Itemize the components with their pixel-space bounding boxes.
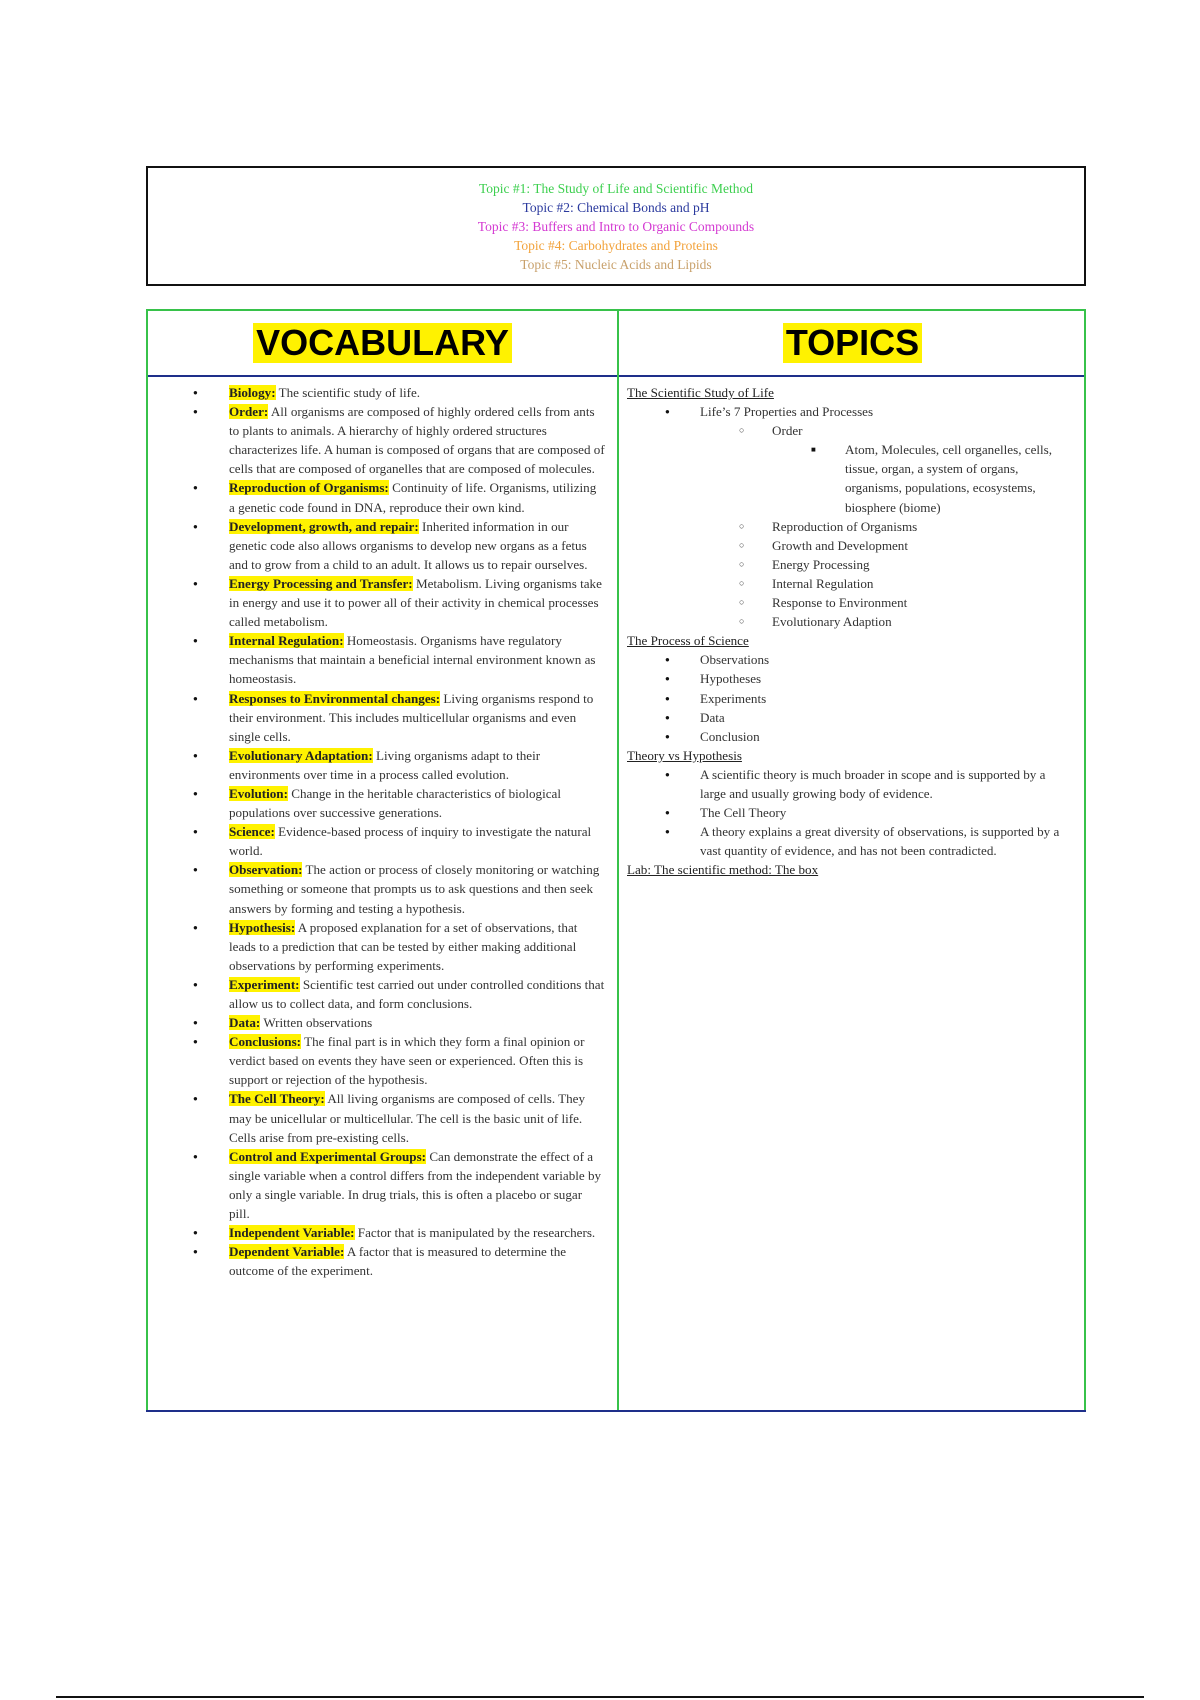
list-item: ● Conclusion: [627, 727, 1082, 746]
list-item: ○ Internal Regulation: [627, 574, 1082, 593]
list-item: ○ Energy Processing: [627, 555, 1082, 574]
list-item: ■ Atom, Molecules, cell organelles, cells, tissue, organ, a system of organs, organisms, populations, ecosystems, biosphere (biome): [627, 440, 1082, 516]
vocab-item: [148, 517, 617, 574]
vocab-term: Science:: [229, 824, 275, 840]
vocab-definition: Change in the heritable characteristics of biological populations over successive generations.: [229, 785, 561, 821]
toc-topic-3: Topic #3: Buffers and Intro to Organic Compounds: [477, 218, 755, 234]
list-item: ○ Evolutionary Adaption: [627, 612, 1082, 631]
list-item: ○ Order: [627, 421, 1082, 440]
section-title-process-of-science: The Process of Science: [627, 633, 749, 649]
vocab-item: [148, 1242, 617, 1280]
vocab-definition: The scientific study of life.: [275, 385, 421, 400]
section-title-study-of-life: The Scientific Study of Life: [627, 385, 774, 400]
list-item: ● Experiments: [627, 689, 1082, 708]
vocab-definition: Living organisms adapt to their environments over time in a process called evolution.: [229, 747, 541, 782]
vocab-term: Independent Variable:: [229, 1225, 355, 1241]
vocab-item: [148, 689, 617, 746]
vocabulary-list: [148, 383, 617, 1280]
vocab-item: [148, 1089, 617, 1146]
list-item: ● Data: [627, 708, 1082, 727]
vocab-item: [148, 918, 617, 975]
vocab-item: [148, 1013, 617, 1032]
toc-topic-2: Topic #2: Chemical Bonds and pH: [522, 199, 710, 215]
vocab-term: Conclusions:: [229, 1034, 302, 1050]
list-item: ● The Cell Theory: [627, 803, 1082, 822]
vocab-term: Control and Experimental Groups:: [229, 1148, 427, 1164]
vocab-term: Reproduction of Organisms:: [229, 480, 389, 496]
list-item: ● Hypotheses: [627, 669, 1082, 688]
section-title-lab: Lab: The scientific method: The box: [627, 862, 819, 878]
list-item: ○ Reproduction of Organisms: [627, 517, 1082, 536]
vocab-term: Experiment:: [229, 976, 300, 992]
vocab-term: Energy Processing and Transfer:: [229, 575, 413, 591]
vocab-term: Responses to Environmental changes:: [229, 690, 441, 706]
vocab-term: Dependent Variable:: [229, 1244, 345, 1260]
list-item: ● A scientific theory is much broader in scope and is supported by a large and usually growing body of evidence.: [627, 765, 1082, 803]
vocab-definition: All living organisms are composed of cells. They may be unicellular or multicellular. The cell is the basic unit of life. Cells arise from pre-existing cells.: [229, 1091, 586, 1145]
notes-table: [146, 309, 1086, 1412]
vocabulary-heading: VOCABULARY: [148, 321, 617, 365]
vocab-definition: Inherited information in our genetic code also allows organisms to develop new organs as a fetus and to grow from a child to an adult. It allows us to repair ourselves.: [229, 518, 588, 572]
vocab-term: Biology:: [229, 385, 276, 400]
vocab-definition: Evidence-based process of inquiry to investigate the natural world.: [229, 824, 592, 859]
vocab-item: [148, 860, 617, 917]
vocab-item: [148, 631, 617, 688]
vocab-definition: The action or process of closely monitoring or watching something or someone that prompts us to ask questions and then seek answers by forming and testing a hypothesis.: [229, 862, 600, 916]
toc-topic-1: Topic #1: The Study of Life and Scientific Method: [478, 180, 753, 196]
vocab-definition: Continuity of life. Organisms, utilizing a genetic code found in DNA, reproduce their own kind.: [229, 480, 597, 515]
vocab-term: Evolution:: [229, 785, 288, 801]
table-header-row: [148, 311, 1084, 377]
vocab-item: [148, 478, 617, 516]
vocab-term: Development, growth, and repair:: [229, 518, 419, 534]
list-item: ○ Growth and Development: [627, 536, 1082, 555]
vocab-item: [148, 402, 617, 478]
vocab-term: Evolutionary Adaptation:: [229, 747, 373, 763]
vocab-definition: A proposed explanation for a set of observations, that leads to a prediction that can be tested by either making additional observations by performing experiments.: [229, 919, 578, 973]
vocab-item: [148, 1147, 617, 1223]
table-bottom-border: [146, 1410, 1086, 1412]
vocab-definition: The final part is in which they form a final opinion or verdict based on events they have seen or experienced. Often this is support or rejection of the hypothesis.: [229, 1034, 585, 1088]
section-title-theory-vs-hypothesis: Theory vs Hypothesis: [627, 747, 742, 763]
vocab-term: Data:: [229, 1015, 261, 1031]
vocab-definition: Homeostasis. Organisms have regulatory mechanisms that maintain a beneficial internal environment known as homeostasis.: [229, 633, 596, 687]
vocab-item: [148, 383, 617, 402]
list-item: ● Life’s 7 Properties and Processes: [627, 402, 1082, 421]
list-item: ● A theory explains a great diversity of observations, is supported by a vast quantity of evidence, and has not been contradicted.: [627, 822, 1082, 860]
vocab-item: [148, 784, 617, 822]
vocab-item: [148, 822, 617, 860]
column-divider: [617, 311, 619, 1410]
vocab-definition: Factor that is manipulated by the researchers.: [354, 1225, 596, 1241]
vocab-term: Hypothesis:: [229, 919, 296, 935]
page-footer-rule: [56, 1696, 1144, 1698]
vocab-definition: Scientific test carried out under controlled conditions that allow us to collect data, and form conclusions.: [229, 976, 605, 1011]
vocab-definition: Written observations: [260, 1015, 373, 1031]
vocab-term: Internal Regulation:: [229, 633, 344, 649]
list-item: ○ Response to Environment: [627, 593, 1082, 612]
vocab-item: [148, 574, 617, 631]
vocab-item: [148, 746, 617, 784]
vocab-term: The Cell Theory:: [229, 1091, 325, 1107]
topic-index-box: [146, 166, 1086, 286]
topics-column: [627, 383, 1082, 879]
vocab-definition: Living organisms respond to their environment. This includes multicellular organisms and even single cells.: [229, 690, 594, 744]
vocab-item: [148, 1032, 617, 1089]
topics-heading: TOPICS: [619, 321, 1086, 365]
vocab-definition: All organisms are composed of highly ordered cells from ants to plants to animals. A hierarchy of highly ordered structures characterizes life. A human is composed of organs that are composed of cells that are composed of organelles that are composed of molecules.: [229, 404, 605, 477]
vocab-definition: A factor that is measured to determine the outcome of the experiment.: [229, 1244, 567, 1279]
vocabulary-column: [148, 383, 617, 1280]
toc-topic-4: Topic #4: Carbohydrates and Proteins: [514, 237, 718, 253]
list-item: ● Observations: [627, 650, 1082, 669]
vocab-definition: Can demonstrate the effect of a single variable when a control differs from the independent variable by only a single variable. In drug trials, this is often a placebo or sugar pill.: [229, 1148, 602, 1222]
toc-topic-5: Topic #5: Nucleic Acids and Lipids: [520, 256, 712, 272]
vocab-term: Order:: [229, 404, 269, 420]
vocab-term: Observation:: [229, 862, 303, 878]
vocab-item: [148, 1223, 617, 1242]
vocab-item: [148, 975, 617, 1013]
vocab-definition: Metabolism. Living organisms take in energy and use it to power all of their activity in chemical processes called metabolism.: [229, 575, 602, 630]
